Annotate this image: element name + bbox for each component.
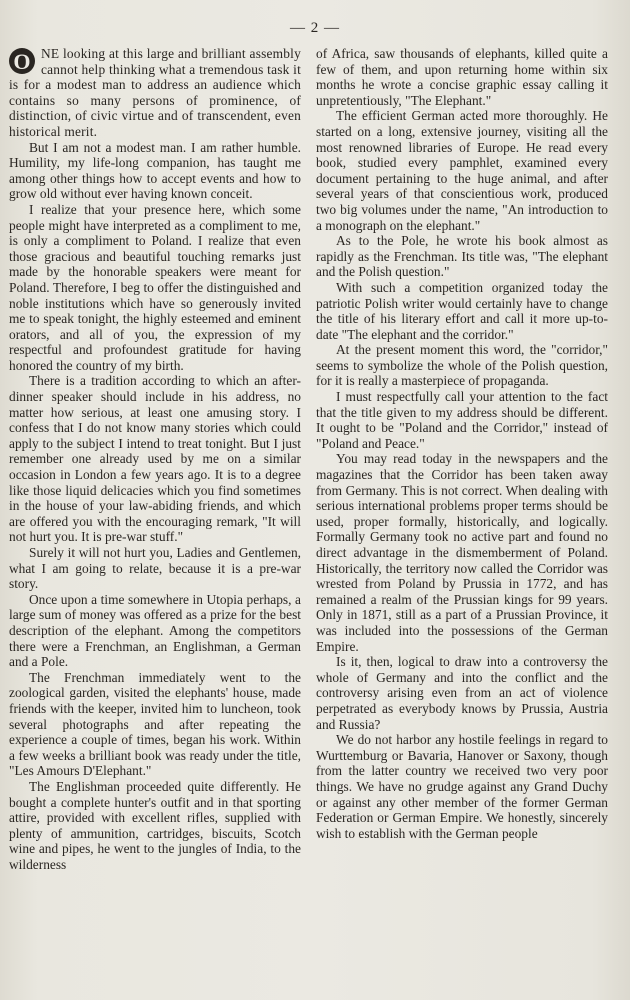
paragraph-16: We do not harbor any hostile feelings in regard to Wurttemburg or Bavaria, Hanover or Saxony, though from the latter country we received two very poor things. We have no grudge against any Grand Duchy or against any other member of the former German Federation or German Empire. We honestly, sincerely wish to establish with the German people xyxy=(316,732,608,841)
left-column xyxy=(9,46,301,872)
paragraph-7: The Frenchman immediately went to the zoological garden, visited the elephants' house, made friends with the keeper, invited him to luncheon, took several photographs and after repeating the experience a couple of times, began his work. Within a few weeks a brilliant book was ready under the title, "Les Amours D'Elephant." xyxy=(9,669,301,779)
page-number: — 2 — xyxy=(290,20,340,36)
right-column xyxy=(316,46,608,841)
paragraph-1-text: NE looking at this large and brilliant assembly cannot help thinking what a tremendous task it is for a modest man to address an audience which contains so many persons of prominence, of distinction, of civic virtue and of transcendent, even historical merit. xyxy=(9,46,301,139)
paragraph-9: The efficient German acted more thoroughly. He started on a long, extensive journey, visiting all the most renowned libraries of Europe. He read every book, studied every pamphlet, examined every document pertaining to the huge animal, and after several years of that conscientious work, produced two big volumes under the name, "An introduction to a monograph on the elephant." xyxy=(316,108,608,233)
drop-cap: O xyxy=(9,48,35,74)
paragraph-10: As to the Pole, he wrote his book almost as rapidly as the Frenchman. Its title was, "The elephant and the Polish question." xyxy=(316,233,608,280)
paragraph-2: But I am not a modest man. I am rather humble. Humility, my life-long companion, has taught me among other things how to accept events and how to grow old without ever having known conceit. xyxy=(9,139,301,202)
paragraph-15: Is it, then, logical to draw into a controversy the whole of Germany and into the conflict and the controversy arising even from an act of violence perpetrated as everybody knows by Prussia, Austria and Russia? xyxy=(316,654,608,732)
paragraph-continuation: of Africa, saw thousands of elephants, killed quite a few of them, and upon returning home within six months he wrote a concise graphic essay calling it unpretentiously, "The Elephant." xyxy=(316,46,608,108)
paragraph-1 xyxy=(9,46,301,140)
paragraph-6: Once upon a time somewhere in Utopia perhaps, a large sum of money was offered as a prize for the best description of the elephant. Among the competitors there were a Frenchman, an Englishman, a German and a Pole. xyxy=(9,591,301,670)
paragraph-11: With such a competition organized today the patriotic Polish writer would certainly have to change the title of his literary effort and call it more up-to-date "The elephant and the corridor." xyxy=(316,279,608,342)
paragraph-12: At the present moment this word, the "corridor," seems to symbolize the whole of the Polish question, for it is really a masterpiece of propaganda. xyxy=(316,342,608,389)
paragraph-4: There is a tradition according to which an after-dinner speaker should include in his address, no matter how serious, at least one amusing story. I confess that I do not know many stories which could apply to the subject I intend to treat tonight. But I just remember one already used by me on a similar occasion in London a few years ago. It is to a degree like those liquid delicacies which you find sometimes in the house of your law-abiding friends, and which are offered you with the encouraging remark, "It will not hurt you. It is pre-war stuff." xyxy=(9,373,301,545)
paragraph-13: I must respectfully call your attention to the fact that the title given to my address should be different. It ought to be "Poland and the Corridor," instead of "Poland and Peace." xyxy=(316,389,608,451)
paragraph-8: The Englishman proceeded quite differently. He bought a complete hunter's outfit and in that sporting attire, provided with excellent rifles, supplied with plenty of ammunition, cartridges, biscuits, Scotch wine and pipes, he went to the jungles of India, to the wilderness xyxy=(9,778,301,872)
paragraph-14: You may read today in the newspapers and the magazines that the Corridor has been taken away from Germany. This is not correct. When dealing with serious international problems proper terms should be used, proper formally, historically, and logically. Formally Germany took no active part and found no direct advantage in the dismemberment of Poland. Historically, the territory now called the Corridor was wrested from Poland by Prussia in 1772, and has remained a realm of the Prussian kings for 99 years. Only in 1871, still as a part of a Prussian Province, it was included into the possessions of the German Empire. xyxy=(316,451,608,654)
paragraph-3: I realize that your presence here, which some people might have interpreted as a compliment to me, is only a compliment to Poland. I realize that even those gracious and beautiful touching remarks just made by the honorable speakers were meant for Poland. Therefore, I beg to offer the distinguished and noble institutions which have so generously invited me to speak tonight, the highly esteemed and eminent orators, and all of you, the expression of my respectful and profoundest gratitude for having honored the country of my birth. xyxy=(9,201,301,373)
paragraph-5: Surely it will not hurt you, Ladies and Gentlemen, what I am going to relate, because it is a pre-war story. xyxy=(9,545,301,592)
